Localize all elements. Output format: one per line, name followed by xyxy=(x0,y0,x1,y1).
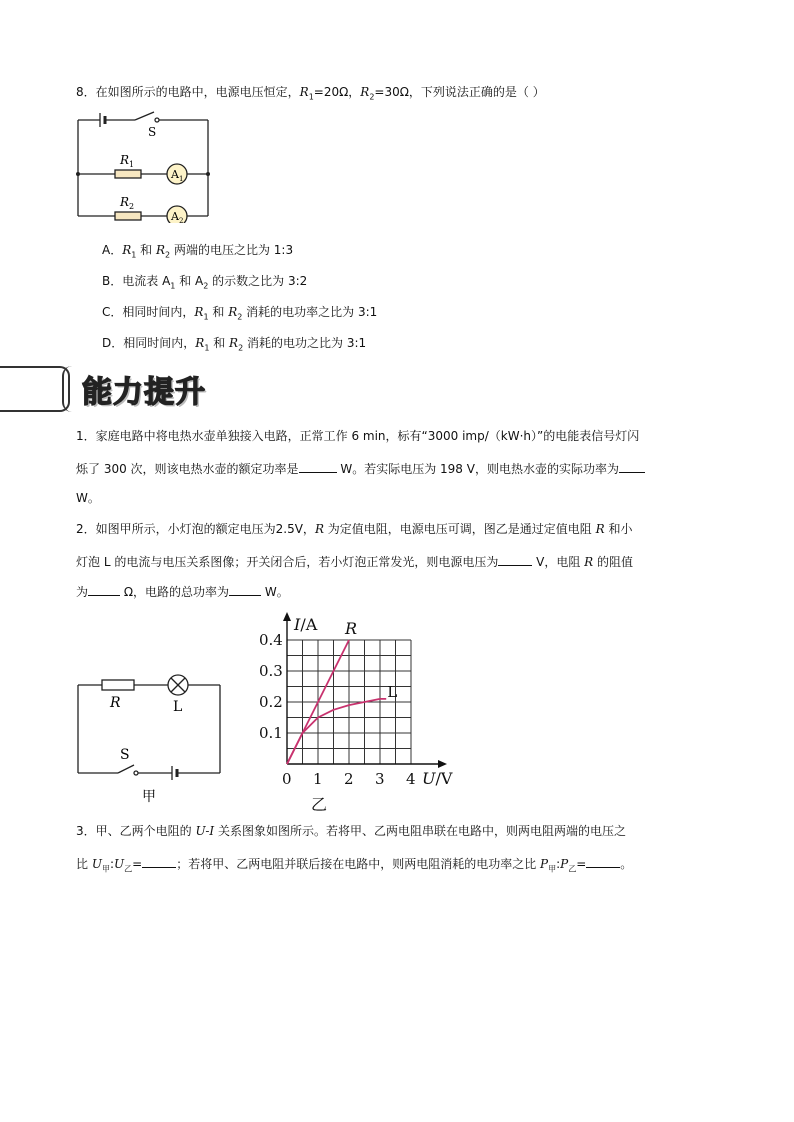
p1-blank-actual-power[interactable] xyxy=(619,460,645,473)
p1-line1: 1．家庭电路中将电热水壶单独接入电路，正常工作 6 min，标有“3000 imp/（kW·h）”的电能表信号灯闪 xyxy=(76,429,640,443)
p2-switch-label: S xyxy=(120,747,130,763)
p2-line1: 2．如图甲所示，小灯泡的额定电压为2.5V，R 为定值电阻，电源电压可调，图乙是通过定值电阻 R 和小 xyxy=(76,522,633,536)
p2-iv-chart xyxy=(250,612,470,812)
x-axis-label: U/V xyxy=(422,769,453,788)
p2-r-label: R xyxy=(110,695,121,711)
p2-blank-voltage[interactable] xyxy=(498,553,532,566)
q8-switch-label: S xyxy=(148,125,157,139)
section-header-bracket xyxy=(62,366,76,412)
p2-blank-resistance[interactable] xyxy=(88,583,120,596)
series-L-line xyxy=(287,699,386,764)
p3-blank-voltage-ratio[interactable] xyxy=(142,855,176,868)
q8-stem: 8．在如图所示的电路中，电源电压恒定，$R_1=20\Omega$，$R_2=30\Omega$，下列说法正确的是（ ） xyxy=(76,85,545,102)
x-tick-label: 3 xyxy=(375,770,385,788)
y-axis-arrow xyxy=(283,612,291,621)
p2-lamp-label: L xyxy=(173,699,183,715)
q8-option-b[interactable]: B．电流表 $A_1$ 和 $A_2$ 的示数之比为 3:2 xyxy=(102,274,308,291)
p1-line2: 烁了 300 次，则该电热水壶的额定功率是 W。若实际电压为 198 V，则电热水壶的实际功率为 xyxy=(76,460,645,477)
q8-r1-label: $R_1$ xyxy=(120,153,135,169)
q8-a2-label: $A_2$ xyxy=(171,210,184,223)
x-tick-label: 2 xyxy=(344,770,354,788)
p3-blank-power-ratio[interactable] xyxy=(586,855,620,868)
x-tick-label: 1 xyxy=(313,770,323,788)
section-title: 能力提升 xyxy=(82,375,206,410)
p2-blank-total-power[interactable] xyxy=(229,583,261,596)
p2-line3: 为 Ω，电路的总功率为 W。 xyxy=(76,585,289,599)
q8-option-d[interactable]: D．相同时间内，$R_1$ 和 $R_2$ 消耗的电功之比为 3:1 xyxy=(102,336,367,353)
p3-line1: 3．甲、乙两个电阻的 U-I 关系图象如图所示。若将甲、乙两电阻串联在电路中，则两电阻两端的电压之 xyxy=(76,824,626,838)
p2-circuit-caption: 甲 xyxy=(142,789,156,805)
chart-caption: 乙 xyxy=(311,795,328,812)
y-axis-label: I/A xyxy=(294,615,318,634)
p2-line2: 灯泡 L 的电流与电压关系图像；开关闭合后，若小灯泡正常发光，则电源电压为 V，电阻 R 的阻值 xyxy=(76,555,634,569)
q8-option-c[interactable]: C．相同时间内，$R_1$ 和 $R_2$ 消耗的电功率之比为 3:1 xyxy=(102,305,378,322)
x-axis-arrow xyxy=(438,760,447,768)
p1-blank-rated-power[interactable] xyxy=(299,460,337,473)
chart-labels xyxy=(259,615,453,812)
q8-option-a[interactable]: A．$R_1$ 和 $R_2$ 两端的电压之比为 1:3 xyxy=(102,243,294,260)
section-header-box xyxy=(0,366,70,412)
q8-circuit-diagram xyxy=(70,108,220,223)
y-tick-label: 0.2 xyxy=(259,693,283,711)
x-tick-label: 4 xyxy=(406,770,416,788)
q8-r2-label: $R_2$ xyxy=(120,195,135,211)
series-label-R: R xyxy=(345,619,358,638)
p2-circuit-diagram xyxy=(70,665,230,810)
chart-grid xyxy=(287,640,411,764)
p1-line3: W。 xyxy=(76,491,100,505)
y-tick-label: 0.4 xyxy=(259,631,283,649)
y-tick-label: 0.1 xyxy=(259,724,283,742)
series-label-L: L xyxy=(387,682,398,701)
x-tick-label: 0 xyxy=(282,770,292,788)
y-tick-label: 0.3 xyxy=(259,662,283,680)
q8-a1-label: $A_1$ xyxy=(171,168,184,183)
p3-line2: 比 $U_甲:U_乙=$ ；若将甲、乙两电阻并联后接在电路中，则两电阻消耗的电功率之比 $P_甲:P_乙=$ 。 xyxy=(76,857,633,874)
